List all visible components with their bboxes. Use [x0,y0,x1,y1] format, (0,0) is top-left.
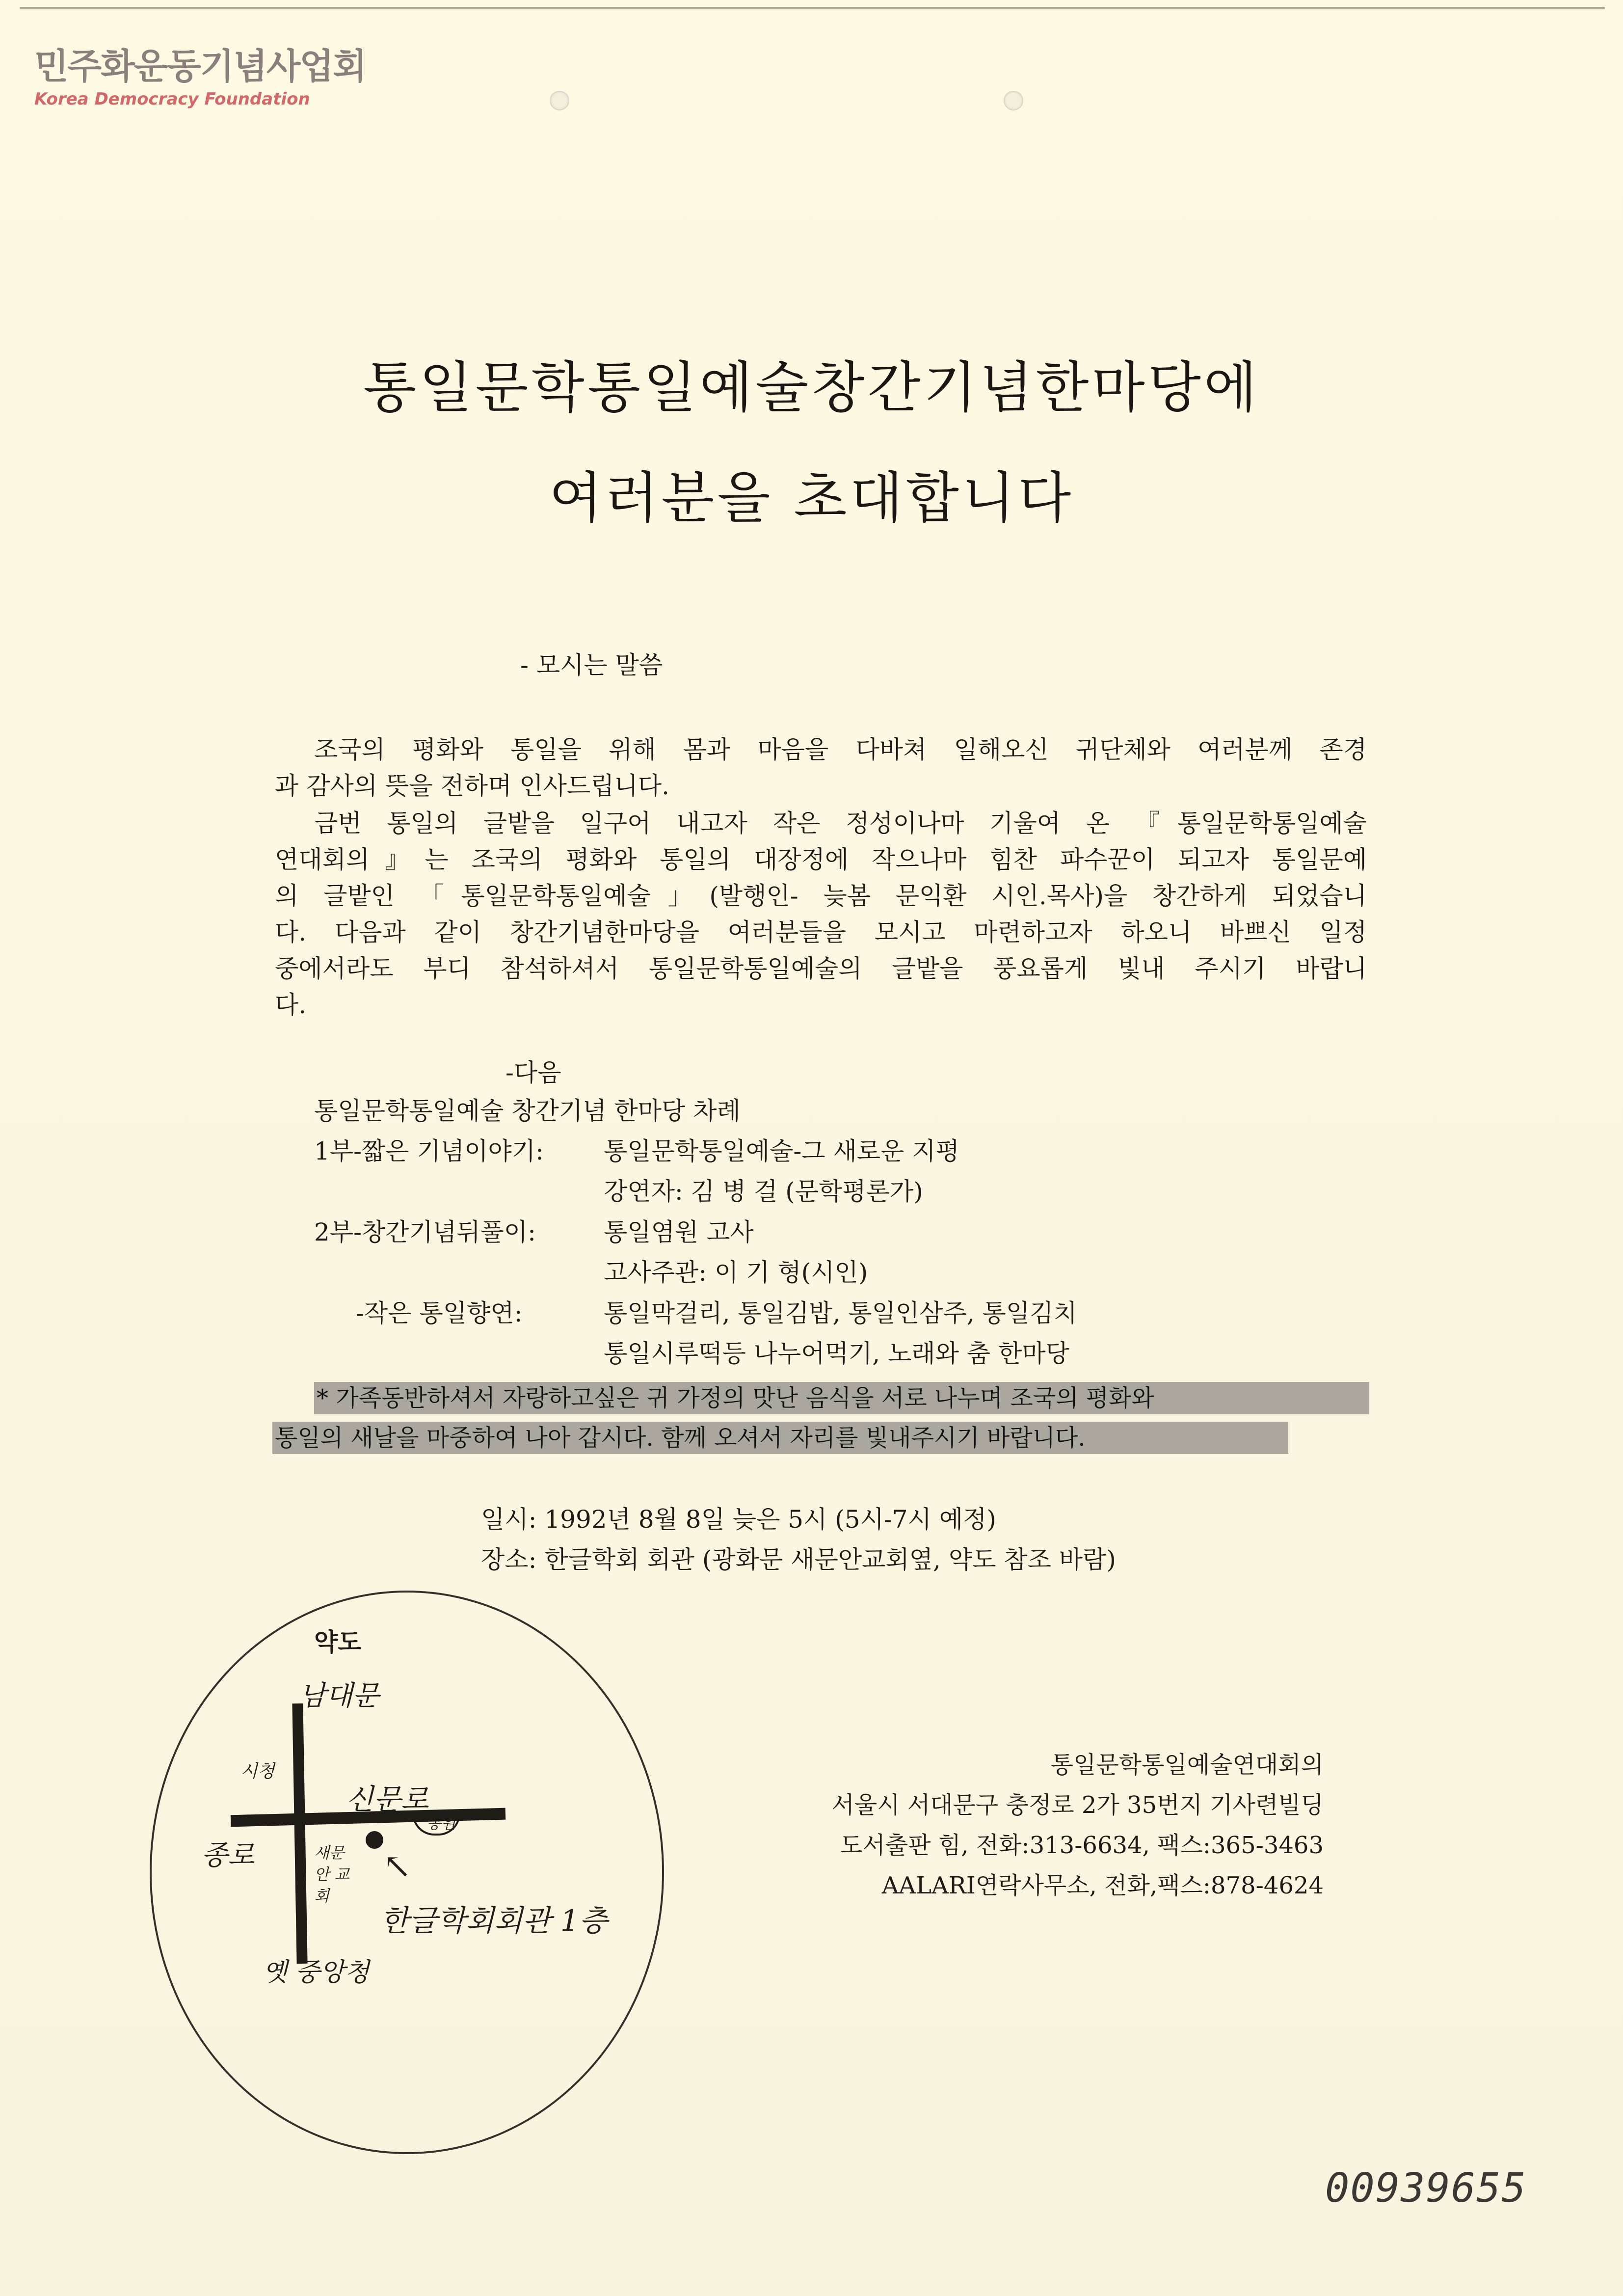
organizer-office: AALARI연락사무소, 전화,팩스:878-4624 [881,1872,1324,1899]
punch-hole [550,91,569,110]
body-line: 과 감사의 뜻을 전하며 인사드립니다. [275,772,669,800]
document-number: 00939655 [1325,2165,1527,2212]
map-title: 약도 [314,1628,362,1656]
part2-title: 통일염원 고사 [604,1218,754,1246]
schedule-date: 일시: 1992년 8월 8일 늦은 5시 (5시-7시 예정) [481,1505,996,1534]
part1-speaker: 강연자: 김 병 걸 (문학평론가) [604,1177,923,1206]
body-line: 연대회의』는 조국의 평화와 통일의 대장정에 작으나마 힘찬 파수꾼이 되고자 통일문예 [275,845,1367,874]
map-label-old-capitol: 옛 중앙청 [263,1958,370,1987]
feast-label: -작은 통일향연: [356,1299,523,1327]
note-line-2: 통일의 새날을 마중하여 나아 갑시다. 함께 오셔서 자리를 빛내주시기 바랍니다. [275,1424,1086,1452]
map-label-park: 공원 [427,1815,455,1833]
schedule-place: 장소: 한글학회 회관 (광화문 새문안교회옆, 약도 참조 바람) [481,1545,1116,1574]
pointer-arrow-icon: ↖ [383,1846,412,1886]
note-line-1: * 가족동반하셔서 자랑하고싶은 귀 가정의 맛난 음식을 서로 나누며 조국의 평화와 [317,1384,1154,1412]
body-line: 다. [275,991,307,1019]
greeting-heading: - 모시는 말씀 [520,651,663,679]
foundation-logo [34,44,366,110]
map-label-jongro: 종로 [201,1839,255,1871]
part1-title: 통일문학통일예술-그 새로운 지평 [604,1137,959,1165]
part2-host: 고사주관: 이 기 형(시인) [604,1258,868,1287]
organizer-name: 통일문학통일예술연대회의 [1050,1751,1324,1779]
feast-line-1: 통일막걸리, 통일김밥, 통일인삼주, 통일김치 [604,1299,1077,1327]
map-label-hall: 한글학회회관 1층 [380,1904,608,1938]
map-label-cityhall: 시청 [240,1761,275,1782]
body-line: 의 글밭인 「통일문학통일예술」(발행인- 늦봄 문익환 시인.목사)을 창간하게 되었습니 [275,882,1367,910]
next-label: -다음 [506,1058,561,1087]
map-label-north: 남대문 [299,1680,379,1712]
body-line: 중에서라도 부디 참석하셔서 통일문학통일예술의 글밭을 풍요롭게 빛내 주시기 바랍니 [275,954,1367,983]
body-line: 금번 통일의 글밭을 일구어 내고자 작은 정성이나마 기울여 온 『통일문학통일예술 [314,809,1367,837]
logo-english: Korea Democracy Foundation [34,89,310,109]
title-line-2: 여러분을 초대합니다 [549,466,1074,530]
map-label-church: 새문안 교회 [314,1843,349,1905]
punch-hole [1004,91,1023,110]
feast-line-2: 통일시루떡등 나누어먹기, 노래와 춤 한마당 [604,1339,1069,1368]
location-dot [366,1831,383,1849]
organizer-address: 서울시 서대문구 충정로 2가 35번지 기사련빌딩 [831,1791,1324,1819]
title-line-1: 통일문학통일예술창간기념한마당에 [363,356,1260,420]
map-label-sinmunro: 신문로 [346,1783,429,1816]
top-edge-rule [20,7,1605,9]
logo-korean: 민주화운동기념사업회 [34,46,366,87]
body-line: 다. 다음과 같이 창간기념한마당을 여러분들을 모시고 마련하고자 하오니 바쁘신 일정 [275,918,1367,946]
part1-label: 1부-짧은 기념이야기: [314,1137,544,1165]
organizer-publisher: 도서출판 힘, 전화:313-6634, 팩스:365-3463 [840,1832,1324,1859]
part2-label: 2부-창간기념뒤풀이: [314,1218,536,1246]
body-line: 조국의 평화와 통일을 위해 몸과 마음을 다바쳐 일해오신 귀단체와 여러분께 존경 [314,735,1367,764]
program-heading: 통일문학통일예술 창간기념 한마당 차례 [314,1097,741,1125]
